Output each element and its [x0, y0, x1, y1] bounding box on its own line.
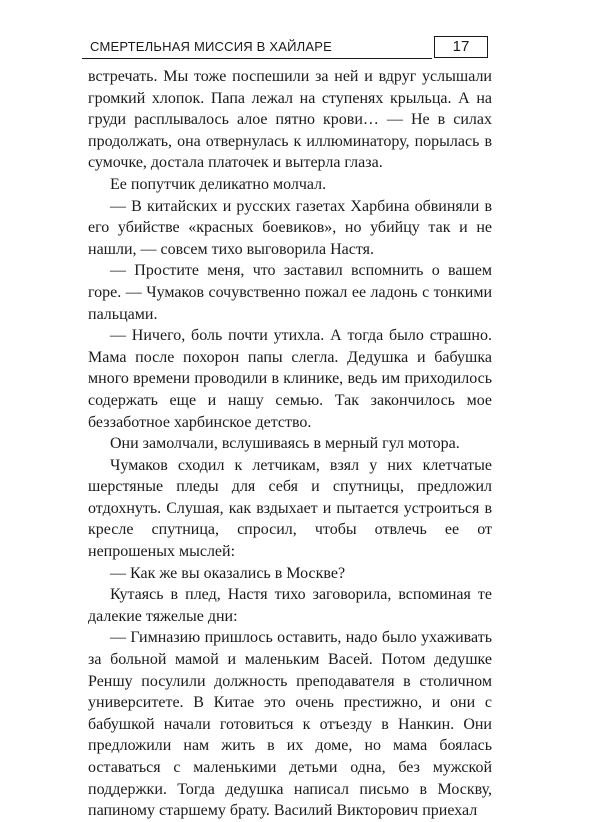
- paragraph: Ее попутчик деликатно молчал.: [110, 175, 327, 193]
- paragraph: Они замолчали, вслушиваясь в мерный гул мотора.: [110, 435, 460, 453]
- paragraph: — Как же вы оказались в Москве?: [110, 564, 346, 582]
- paragraph: — Ничего, боль почти утихла. А тогда было страшно. Мама после похорон папы слегла. Дедушка и бабушка много времени проводили в клинике, ведь им приходилось содержать еще и нашу семью. Так закончилось мое беззаботное харбинское детство.: [88, 327, 492, 431]
- running-header: [82, 31, 492, 59]
- paragraph: встречать. Мы тоже поспешили за ней и вдруг услышали громкий хлопок. Папа лежал на ступенях крыльца. А на груди расплывалось алое пятно крови… — Не в силах продолжать, она отвернулась к иллюминатору, порылась в сумочке, достала платочек и вытерла глаза.: [88, 68, 492, 172]
- paragraph: — Гимназию пришлось оставить, надо было ухаживать за больной мамой и маленьким Васей. Потом дедушке Реншу посулили должность преподавателя в столичном университете. В Китае это очень престижно, и они с бабушкой начали готовиться к отъезду в Нанкин. Они предложили нам жить в их доме, но мама боялась оставаться с маленькими детьми одна, без мужской поддержки. Тогда дедушка написал письмо в Москву, папиному старшему брату. Василий Викторович приехал: [88, 629, 492, 820]
- header-rule: [82, 58, 432, 59]
- page-number: 17: [434, 36, 488, 58]
- body-text: [88, 66, 492, 822]
- paragraph: — Простите меня, что заставил вспомнить о вашем горе. — Чумаков сочувственно пожал ее ладонь с тонкими пальцами.: [88, 262, 492, 323]
- paragraph: Чумаков сходил к летчикам, взял у них клетчатые шерстяные пледы для себя и спутницы, предложил отдохнуть. Слушая, как вздыхает и пытается устроиться в кресле спутница, спросил, чтобы отвлечь ее от непрошеных мыслей:: [88, 456, 492, 561]
- running-header-title: СМЕРТЕЛЬНАЯ МИССИЯ В ХАЙЛАРЕ: [90, 39, 332, 54]
- paragraph: Кутаясь в плед, Настя тихо заговорила, вспоминая те далекие тяжелые дни:: [88, 586, 492, 625]
- paragraph: — В китайских и русских газетах Харбина обвиняли в его убийстве «красных боевиков», но убийцу так и не нашли, — совсем тихо выговорила Настя.: [88, 197, 492, 258]
